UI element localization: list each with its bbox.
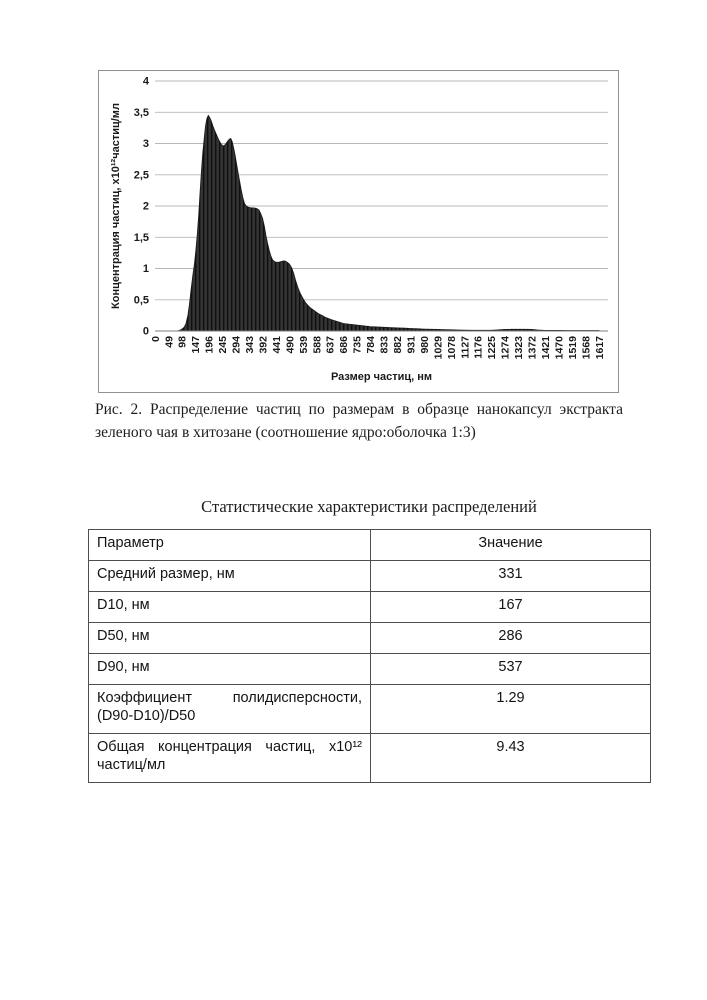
stats-table-header-row <box>89 530 651 561</box>
x-tick-label: 0 <box>149 336 162 342</box>
y-tick-label: 2,5 <box>133 169 149 182</box>
value-cell: 537 <box>371 654 651 685</box>
x-tick-label: 539 <box>297 336 310 354</box>
x-tick-label: 1323 <box>513 336 526 360</box>
value-cell: 9.43 <box>371 734 651 783</box>
x-tick-label: 588 <box>311 336 324 354</box>
chart-svg <box>99 71 618 392</box>
x-tick-label: 980 <box>418 336 431 354</box>
figure-2 <box>98 70 619 393</box>
x-tick-label: 1617 <box>593 336 606 360</box>
particle-size-distribution-chart <box>99 71 618 392</box>
y-tick-label: 0,5 <box>133 294 149 307</box>
x-tick-label: 392 <box>257 336 270 354</box>
table-row <box>89 592 651 623</box>
value-cell: 331 <box>371 561 651 592</box>
y-tick-label: 1 <box>142 263 149 275</box>
table-row <box>89 685 651 734</box>
y-tick-label: 3 <box>142 138 149 150</box>
x-tick-label: 1372 <box>526 336 539 360</box>
x-tick-label: 882 <box>392 336 404 354</box>
x-tick-label: 735 <box>351 336 364 354</box>
param-cell: Средний размер, нм <box>89 561 371 592</box>
x-tick-label: 1470 <box>553 336 566 360</box>
x-tick-label: 931 <box>405 336 418 354</box>
y-tick-label: 1,5 <box>133 231 149 244</box>
y-tick-label: 3,5 <box>133 106 149 119</box>
param-cell: D90, нм <box>89 654 371 685</box>
x-tick-label: 1421 <box>540 336 552 360</box>
x-tick-label: 294 <box>230 336 243 354</box>
x-tick-label: 1225 <box>486 336 499 360</box>
param-cell: Коэффициент полидисперсности, (D90-D10)/D50 <box>89 685 371 734</box>
table-row <box>89 561 651 592</box>
x-tick-labels <box>150 336 606 360</box>
x-tick-label: 637 <box>324 336 337 354</box>
x-tick-label: 196 <box>203 336 216 354</box>
param-cell: D10, нм <box>89 592 371 623</box>
x-tick-label: 686 <box>338 336 351 354</box>
x-tick-label: 98 <box>176 336 189 348</box>
table-row <box>89 623 651 654</box>
x-tick-label: 245 <box>217 336 230 354</box>
stats-table-body <box>89 561 651 783</box>
table-row <box>89 654 651 685</box>
y-axis-title: Концентрация частиц, х10¹²частиц/мл <box>110 103 122 309</box>
x-tick-label: 1568 <box>580 336 593 360</box>
x-tick-label: 147 <box>190 336 203 354</box>
x-tick-label: 833 <box>378 336 391 354</box>
x-tick-label: 343 <box>244 336 256 354</box>
x-tick-label: 1519 <box>566 336 579 360</box>
stats-col-header-value: Значение <box>371 530 651 561</box>
table-row <box>89 734 651 783</box>
stats-col-header-param: Параметр <box>89 530 371 561</box>
x-axis-title: Размер частиц, нм <box>330 371 433 383</box>
param-cell: D50, нм <box>89 623 371 654</box>
x-tick-label: 1127 <box>459 336 472 359</box>
x-tick-label: 1078 <box>445 336 458 360</box>
y-tick-label: 0 <box>142 325 149 338</box>
value-cell: 167 <box>371 592 651 623</box>
figure-2-caption: Рис. 2. Распределение частиц по размерам в образце нанокапсул экстракта зеленого чая в хитозане (соотношение ядро:оболочка 1:3) <box>95 401 623 441</box>
x-tick-label: 49 <box>163 336 176 348</box>
value-cell: 286 <box>371 623 651 654</box>
value-cell: 1.29 <box>371 685 651 734</box>
x-tick-label: 441 <box>270 336 283 354</box>
y-tick-label: 4 <box>142 75 149 88</box>
distribution-area <box>155 115 599 331</box>
y-tick-label: 2 <box>142 200 149 213</box>
y-tick-labels <box>134 76 150 338</box>
x-tick-label: 1274 <box>499 336 512 360</box>
stats-table-title: Статистические характеристики распределений <box>201 497 537 516</box>
x-tick-label: 490 <box>284 336 297 354</box>
param-cell: Общая концентрация частиц, х10¹² частиц/мл <box>89 734 371 783</box>
x-tick-label: 1176 <box>472 336 485 359</box>
x-tick-label: 784 <box>365 336 378 354</box>
stats-table <box>88 529 651 783</box>
x-tick-label: 1029 <box>432 336 445 360</box>
